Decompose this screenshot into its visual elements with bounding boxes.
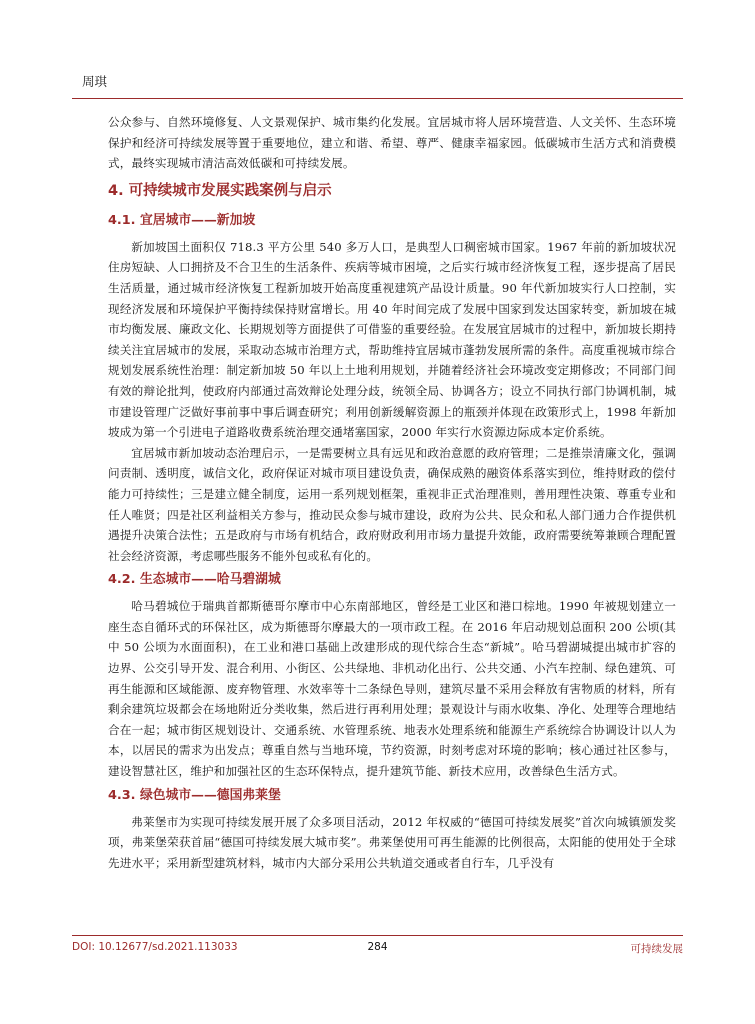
page-number: 284 (367, 941, 388, 953)
section-4-heading: 4. 可持续城市发展实践案例与启示 (108, 182, 332, 199)
section-4-1-paragraph-2: 宜居城市新加坡动态治理启示，一是需要树立具有远见和政治意愿的政府管理；二是推崇清廉文化，强调问责制、透明度，诚信文化，政府保证对城市项目建设负责，确保成熟的融资体系落实到位，维持财政的偿付能力可持续性；三是建立健全制度，运用一系列规划框架，重视非正式治理准则，善用理性决策、尊重专业和任人唯贤；四是社区利益相关方参与，推动民众参与城市建设，政府为公共、民众和私人部门通力合作提供机遇提升决策合法性；五是政府与市场有机结合，政府财政利用市场力量提升效能，政府需要统筹兼顾合理配置社会经济资源，考虑哪些服务不能外包或私有化的。 (108, 445, 676, 563)
section-4-2-paragraph-1: 哈马碧城位于瑞典首都斯德哥尔摩市中心东南部地区，曾经是工业区和港口棕地。1990 年被规划建立一座生态自循环式的环保社区，成为斯德哥尔摩最大的一项市政工程。在 2016 年启动规划总面积 200 公顷(其中 50 公顷为水面面积)，在工业和港口基础上改建形成的现代综合生态“新城”。哈马碧湖城提出城市扩容的边界、公交引导开发、混合利用、小街区、公共绿地、非机动化出行、公共交通、小汽车控制、绿色建筑、可再生能源和区域能源、废弃物管理、水效率等十二条绿色导则，建筑尽量不采用会释放有害物质的材料，所有剩余建筑垃圾都会在场地附近分类收集，然后进行再利用处理；景观设计与雨水收集、净化、处理等合理地结合在一起；城市街区规划设计、交通系统、水管理系统、地表水处理系统和能源生产系统综合协调设计以人为本，以居民的需求为出发点；尊重自然与当地环境，节约资源，时刻考虑对环境的影响；核心通过社区参与，建设智慧社区，维护和加强社区的生态环保特点，提升建筑节能、新技术应用，改善绿色生活方式。 (108, 599, 676, 779)
section-4-2-heading: 4.2. 生态城市——哈马碧湖城 (108, 572, 281, 588)
header-rule (72, 98, 683, 99)
running-head: 周琪 (82, 74, 108, 89)
journal-name: 可持续发展 (630, 943, 683, 955)
doi-link[interactable]: DOI: 10.12677/sd.2021.113033 (72, 941, 238, 953)
intro-paragraph: 公众参与、自然环境修复、人文景观保护、城市集约化发展。宜居城市将人居环境营造、人文关怀、生态环境保护和经济可持续发展等置于重要地位，建立和谐、希望、尊严、健康幸福家园。低碳城市生活方式和消费模式，最终实现城市清洁高效低碳和可持续发展。 (108, 115, 676, 171)
section-4-1-heading: 4.1. 宜居城市——新加坡 (108, 212, 256, 228)
footer-rule (72, 935, 683, 936)
section-4-1-paragraph-1: 新加坡国土面积仅 718.3 平方公里 540 多万人口，是典型人口稠密城市国家。1967 年前的新加坡状况住房短缺、人口拥挤及不合卫生的生活条件、疾病等城市困境，之后实行城市经济恢复工程，逐步提高了居民生活质量，通过城市经济恢复工程新加坡开始高度重视建筑产品设计质量。90 年代新加坡实行人口控制，实现经济发展和环境保护平衡持续保持财富增长。用 40 年时间完成了发展中国家到发达国家转变，新加坡在城市均衡发展、廉政文化、长期规划等方面提供了可借鉴的重要经验。在发展宜居城市的过程中，新加坡长期持续关注宜居城市的发展，采取动态城市治理方式，帮助维持宜居城市蓬勃发展所需的条件。高度重视城市综合规划发展系统性治理：制定新加坡 50 年以上土地利用规划，并随着经济社会环境改变定期修改；不同部门间有效的辩论批判，使政府内部通过高效辩论处理分歧，统领全局、协调各方；设立不同执行部门协调机制，城市建设管理广泛做好事前事中事后调查研究；利用创新缓解资源上的瓶颈并体现在政策形式上，1998 年新加坡成为第一个引进电子道路收费系统治理交通堵塞国家，2000 年实行水资源边际成本定价系统。 (108, 239, 676, 440)
section-4-3-paragraph-1: 弗莱堡市为实现可持续发展开展了众多项目活动，2012 年权威的“德国可持续发展奖”首次向城镇颁发奖项，弗莱堡荣获首届“德国可持续发展大城市奖”。弗莱堡使用可再生能源的比例很高，太阳能的使用处于全球先进水平；采用新型建筑材料，城市内大部分采用公共轨道交通或者自行车，几乎没有 (108, 814, 676, 870)
article-body (108, 112, 676, 873)
section-4-3-heading: 4.3. 绿色城市——德国弗莱堡 (108, 787, 281, 803)
